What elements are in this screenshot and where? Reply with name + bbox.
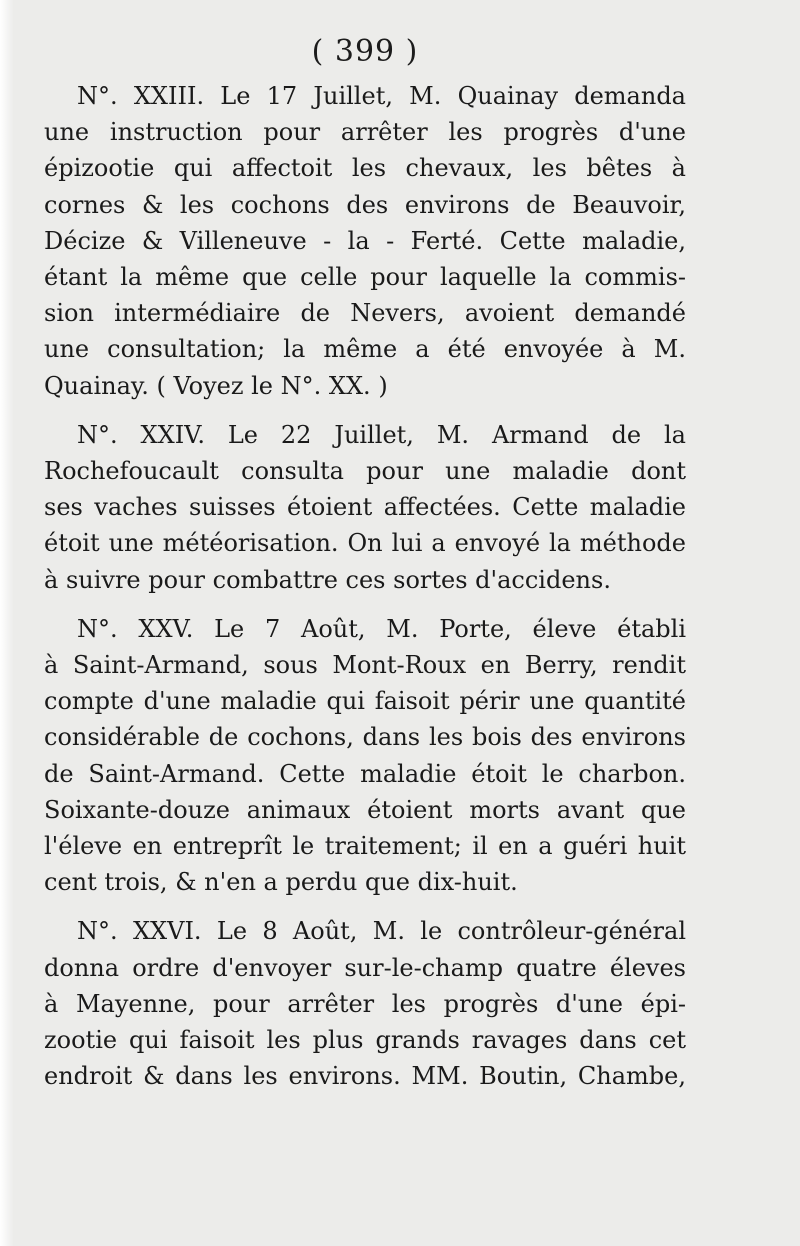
text-line: Quainay. ( Voyez le N°. XX. ): [44, 371, 388, 400]
text-line: Décize & Villeneuve - la - Ferté. Cette maladie,: [44, 226, 686, 255]
text-line: l'éleve en entreprît le traitement; il en a guéri huit: [44, 832, 686, 861]
text-line: donna ordre d'envoyer sur-le-champ quatre éleves: [44, 953, 686, 982]
text-line: Rochefoucault consulta pour une maladie dont: [44, 457, 686, 486]
text-line: étant la même que celle pour laquelle la commis-: [44, 263, 686, 292]
text-line: N°. XXV. Le 7 Août, M. Porte, éleve établi: [77, 614, 686, 643]
page-number: ( 399 ): [311, 34, 419, 69]
text-line: de Saint-Armand. Cette maladie étoit le charbon.: [44, 759, 686, 788]
paragraph-xxiii: [44, 78, 686, 404]
text-line: une consultation; la même a été envoyée à M.: [44, 335, 686, 364]
paragraph-xxiv: [44, 417, 686, 598]
text-line: endroit & dans les environs. MM. Boutin, Chambe,: [44, 1062, 686, 1091]
text-line: une instruction pour arrêter les progrès d'une: [44, 118, 686, 147]
text-line: à Saint-Armand, sous Mont-Roux en Berry, rendit: [44, 651, 686, 680]
page-text: [44, 78, 686, 1107]
text-line: compte d'une maladie qui faisoit périr une quantité: [44, 687, 686, 716]
text-line: étoit une météorisation. On lui a envoyé la méthode: [44, 529, 686, 558]
text-line: ses vaches suisses étoient affectées. Cette maladie: [44, 493, 686, 522]
paragraph-xxv: [44, 611, 686, 901]
text-line: N°. XXIII. Le 17 Juillet, M. Quainay demanda: [77, 82, 686, 110]
text-line: à suivre pour combattre ces sortes d'accidens.: [44, 565, 611, 594]
text-line: zootie qui faisoit les plus grands ravages dans cet: [44, 1026, 686, 1055]
text-line: N°. XXIV. Le 22 Juillet, M. Armand de la: [77, 420, 686, 449]
paragraph-xxvi: [44, 913, 686, 1094]
text-line: N°. XXVI. Le 8 Août, M. le contrôleur-général: [77, 917, 686, 946]
text-line: considérable de cochons, dans les bois des environs: [44, 723, 686, 752]
text-line: cornes & les cochons des environs de Beauvoir,: [44, 190, 686, 219]
text-line: Soixante-douze animaux étoient morts avant que: [44, 795, 686, 824]
text-line: épizootie qui affectoit les chevaux, les bêtes à: [44, 154, 686, 183]
text-line: à Mayenne, pour arrêter les progrès d'une épi-: [44, 989, 686, 1018]
text-line: cent trois, & n'en a perdu que dix-huit.: [44, 868, 518, 897]
text-line: sion intermédiaire de Nevers, avoient demandé: [44, 299, 686, 328]
